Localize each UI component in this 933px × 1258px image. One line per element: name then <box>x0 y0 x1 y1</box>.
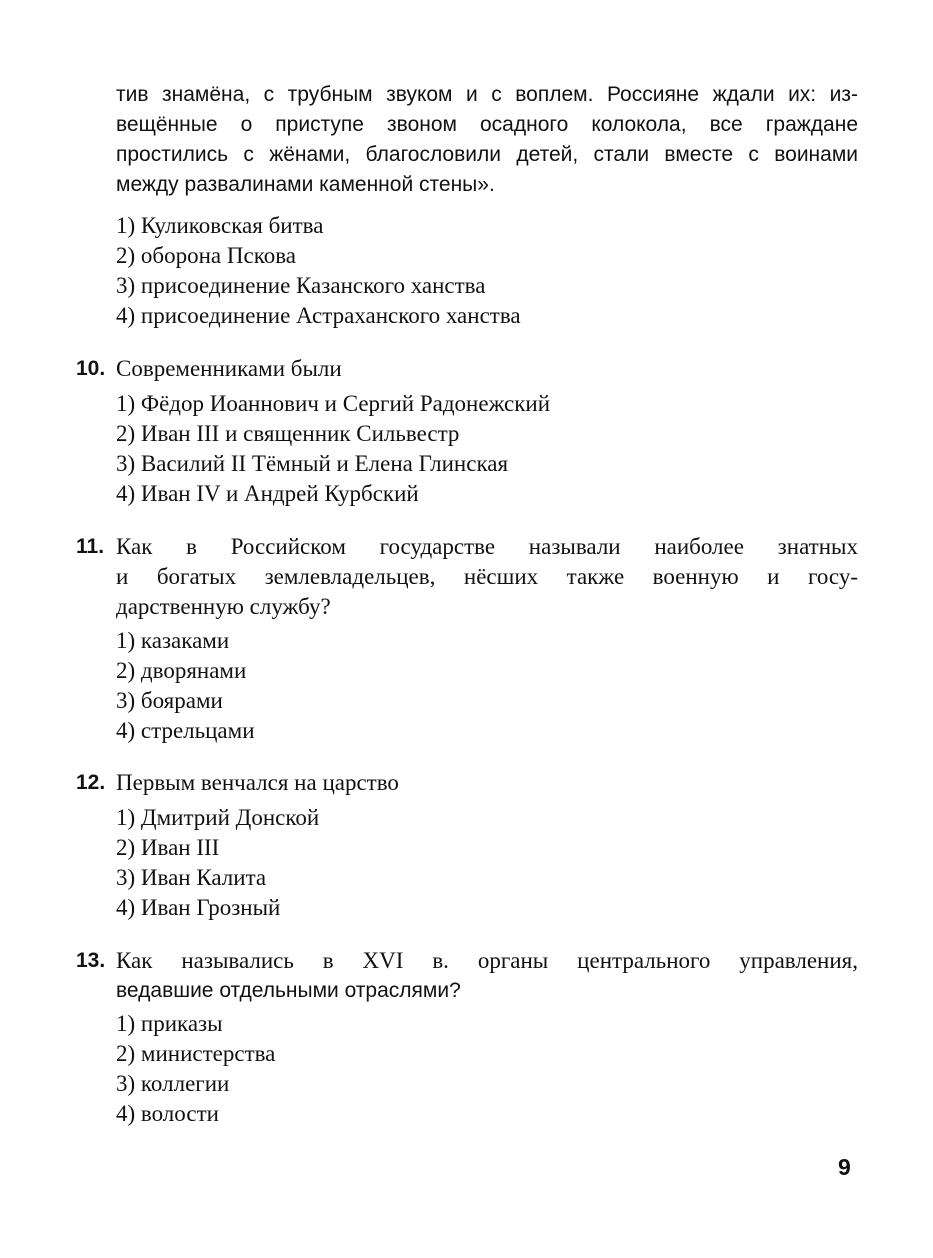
answer-option: 3) Василий II Тёмный и Елена Глинская <box>116 451 509 476</box>
answer-option: 4) присоединение Астраханского ханства <box>116 303 521 328</box>
question-11 <box>76 532 858 622</box>
question-9-quote-text <box>116 80 858 200</box>
question-number: 13. <box>76 949 106 972</box>
question-13 <box>76 946 858 1006</box>
question-12-options <box>116 803 319 923</box>
answer-option: 1) Куликовская битва <box>116 213 324 238</box>
quote-line: вещённые о приступе звоном осадного колокола, все граждане <box>116 113 858 136</box>
question-number: 12. <box>76 771 106 794</box>
answer-option: 4) стрельцами <box>116 718 255 743</box>
quote-line: простились с жёнами, благословили детей, стали вместе с воинами <box>116 143 858 166</box>
answer-option: 3) присоединение Казанского ханства <box>116 273 486 298</box>
question-line: ведавшие отдельными отраслями? <box>116 979 461 1002</box>
answer-option: 3) коллегии <box>116 1071 230 1096</box>
answer-option: 1) Фёдор Иоаннович и Сергий Радонежский <box>116 391 551 416</box>
answer-option: 4) Иван IV и Андрей Курбский <box>116 481 419 506</box>
answer-option: 2) дворянами <box>116 658 247 683</box>
question-11-options <box>116 626 255 746</box>
question-text <box>116 768 858 798</box>
question-line: и богатых землевладельцев, нёсших также военную и госу- <box>116 564 858 589</box>
question-10 <box>76 354 858 384</box>
answer-option: 4) волости <box>116 1101 219 1126</box>
answer-option: 2) министерства <box>116 1041 276 1066</box>
answer-option: 2) оборона Пскова <box>116 243 296 268</box>
question-12 <box>76 768 858 798</box>
question-9-options <box>116 211 521 331</box>
answer-option: 3) боярами <box>116 688 223 713</box>
question-text <box>116 946 858 1006</box>
quote-line: между развалинами каменной стены». <box>116 173 495 196</box>
question-number: 11. <box>76 535 105 558</box>
question-10-options <box>116 389 550 509</box>
question-13-options <box>116 1009 275 1129</box>
quote-line: тив знамёна, с трубным звуком и с воплем. Россияне ждали их: из- <box>116 83 858 106</box>
question-text <box>116 532 858 622</box>
answer-option: 4) Иван Грозный <box>116 895 281 920</box>
question-line: Как в Российском государстве называли наиболее знатных <box>116 534 858 559</box>
question-number: 10. <box>76 357 106 380</box>
question-line: Современниками были <box>116 356 342 381</box>
question-line: Первым венчался на царство <box>116 770 399 795</box>
question-line: Как назывались в XVI в. органы центрального управления, <box>116 948 858 973</box>
answer-option: 2) Иван III и священник Сильвестр <box>116 421 460 446</box>
answer-option: 1) Дмитрий Донской <box>116 805 320 830</box>
answer-option: 2) Иван III <box>116 835 220 860</box>
question-line: дарственную службу? <box>116 594 331 619</box>
answer-option: 1) приказы <box>116 1011 223 1036</box>
answer-option: 3) Иван Калита <box>116 865 267 890</box>
page-number: 9 <box>838 1154 851 1180</box>
answer-option: 1) казаками <box>116 628 230 653</box>
question-text <box>116 354 858 384</box>
